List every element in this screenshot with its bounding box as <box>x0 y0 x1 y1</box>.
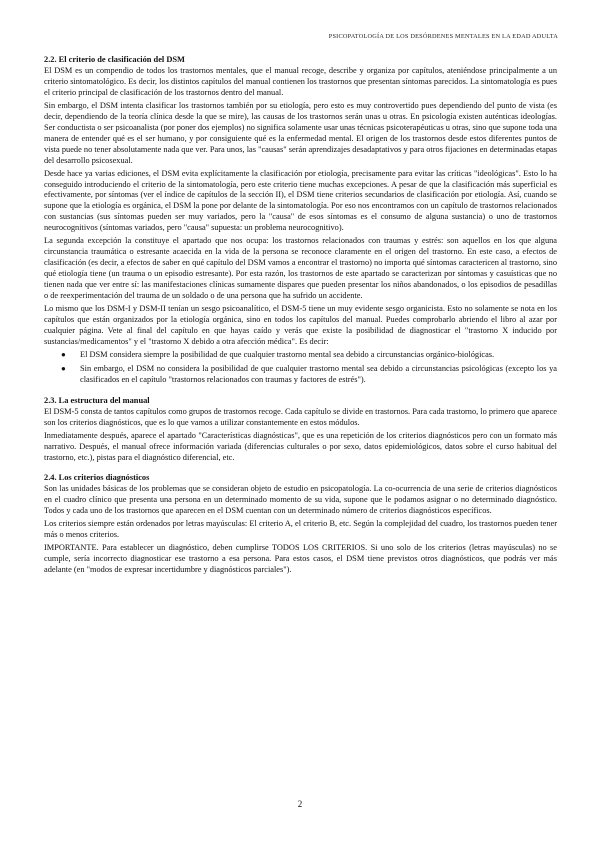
paragraph: Desde hace ya varias ediciones, el DSM evita explícitamente la clasificación por etiología, precisamente para evitar las críticas "ideológicas". Esto lo ha conseguido introduciendo el criterio de la sintomatología, pero este criterio tiene muchas excepciones. A pesar de que la clasificación más superficial es efectivamente, por síntomas (ver el índice de capítulos de la sección II), el DSM tiene criterios secundarios de clasificación por etiología. Así, cuando se supone que la etiología es orgánica, el DSM la pone por delante de la sintomatología. Por eso nos encontramos con un capítulo de trastornos relacionados con sustancias (sus síntomas pueden ser muy variados, pero la "causa" de esos síntomas es el consumo de alguna sustancia) o uno de trastornos neurocognitivos (síntomas variados, pero "causa" supuesta: un problema neurocognitivo). <box>44 168 557 233</box>
bullet-item <box>44 364 557 386</box>
paragraph: Los criterios siempre están ordenados por letras mayúsculas: El criterio A, el criterio B, etc. Según la complejidad del cuadro, los trastornos pueden tener más o menos criterios. <box>44 519 557 540</box>
paragraph: La segunda excepción la constituye el apartado que nos ocupa: los trastornos relacionados con traumas y estrés: son aquellos en los que alguna circunstancia traumática o estresante acaecida en la vida de la persona se reconoce claramente en el origen del trastorno. En este caso, a efectos de clasificación (es decir, a efectos de saber en qué capítulo del DSM vamos a encontrar el trastorno) no importa qué síntomas caractericen al trastorno, sino qué etiología tiene (un trauma o un episodio estresante). Por esta razón, los trastornos de este apartado se caracterizan por síntomas y casuísticas que no tienen nada que ver entre sí: las manifestaciones clínicas sumamente dispares que pueden presentar los niños abandonados, o los episodios de pesadillas o de reexperimentación del trauma de un soldado o de una persona que ha sufrido un accidente. <box>44 236 557 301</box>
running-header: PSICOPATOLOGÍA DE LOS DESÓRDENES MENTALES EN LA EDAD ADULTA <box>328 33 558 40</box>
paragraph: Inmediatamente después, aparece el apartado "Características diagnósticas", que es una repetición de los criterios diagnósticos pero con un formato más narrativo. Después, el manual ofrece información variada (diferencias culturales o por sexo, datos epidemiológicos, datos sobre el curso habitual del trastorno, etc.), pistas para el diagnóstico diferencial, etc. <box>44 430 557 462</box>
bullet-icon: ● <box>61 349 66 359</box>
bullet-item <box>44 350 557 361</box>
paragraph: Lo mismo que los DSM-I y DSM-II tenían un sesgo psicoanalítico, el DSM-5 tiene un muy evidente sesgo organicista. Esto no solamente se nota en los capítulos que están organizados por la etiología orgánica, sino en todos los capítulos del manual. Puedes comprobarlo abriendo el libro al azar por cualquier página. Vete al final del capítulo en que hayas caído y verás que existe la posibilidad de diagnosticar el "trastorno X inducido por sustancias/medicamentos" y el "trastorno X debido a otra afección médica". Es decir: <box>44 304 557 346</box>
bullet-text: El DSM considera siempre la posibilidad de que cualquier trastorno mental sea debido a circunstancias orgánico-biológicas. <box>80 349 495 359</box>
page-number: 2 <box>297 799 303 809</box>
paragraph: El DSM es un compendio de todos los trastornos mentales, que el manual recoge, describe y organiza por capítulos, ateniéndose principalmente a un criterio sintomatológico. Es decir, los distintos capítulos del manual contienen los trastornos que presentan síntomas parecidos. La sintomatología es pues el criterio principal de clasificación de los trastornos dentro del manual. <box>44 66 557 97</box>
page-body <box>44 54 557 578</box>
bullet-list <box>44 350 557 386</box>
section-heading: 2.2. El criterio de clasificación del DSM <box>44 55 185 64</box>
section-heading: 2.3. La estructura del manual <box>44 395 150 405</box>
paragraph: IMPORTANTE. Para establecer un diagnóstico, deben cumplirse TODOS LOS CRITERIOS. Si uno solo de los criterios (letras mayúsculas) no se cumple, sería incorrecto diagnosticar ese trastorno a esa persona. Para estos casos, el DSM tiene previstos otros diagnósticos, que podrás ver más adelante (en "modos de expresar incertidumbre y diagnósticos parciales"). <box>44 543 557 575</box>
section-heading: 2.4. Los criterios diagnósticos <box>44 473 150 483</box>
paragraph: Son las unidades básicas de los problemas que se consideran objeto de estudio en psicopatología. La co-ocurrencia de una serie de criterios diagnósticos en el cuadro clínico que presenta una persona en un determinado momento de su vida, supone que le podamos asignar o no determinado diagnóstico. Todos y cada uno de los trastornos que aparecen en el DSM cuentan con un determinado número de criterios diagnósticos específicos. <box>44 484 557 516</box>
bullet-text: Sin embargo, el DSM no considera la posibilidad de que cualquier trastorno mental sea debido a circunstancias psicológicas (excepto los ya clasificados en el capítulo "trastornos relacionados con traumas y factores de estrés"). <box>80 363 557 384</box>
paragraph: Sin embargo, el DSM intenta clasificar los trastornos también por su etiología, pero esto es muy controvertido pues dependiendo del punto de vista (es decir, dependiendo de la teoría clínica desde la que se mire), las causas de los trastornos serán unas u otras. En psicología existen auténticas ideologías. Ser conductista o ser psicoanalista (por poner dos ejemplos) no significa solamente usar unas técnicas psicoterapéuticas u otras, sino que supone toda una manera de entender qué es el ser humano, y por consiguiente qué es la enfermedad mental. El origen de los trastornos desde estos diferentes puntos de vista puede no tener absolutamente nada que ver. Para unos, las "causas" serán aprendizajes desadaptativos y para otros fijaciones en determinadas etapas del desarrollo psicosexual. <box>44 100 557 165</box>
paragraph: El DSM-5 consta de tantos capítulos como grupos de trastornos recoge. Cada capítulo se divide en trastornos. Para cada trastorno, lo primero que aparece son los criterios diagnósticos, que es lo que vamos a utilizar constantemente en estos módulos. <box>44 406 557 427</box>
bullet-icon: ● <box>61 363 66 373</box>
